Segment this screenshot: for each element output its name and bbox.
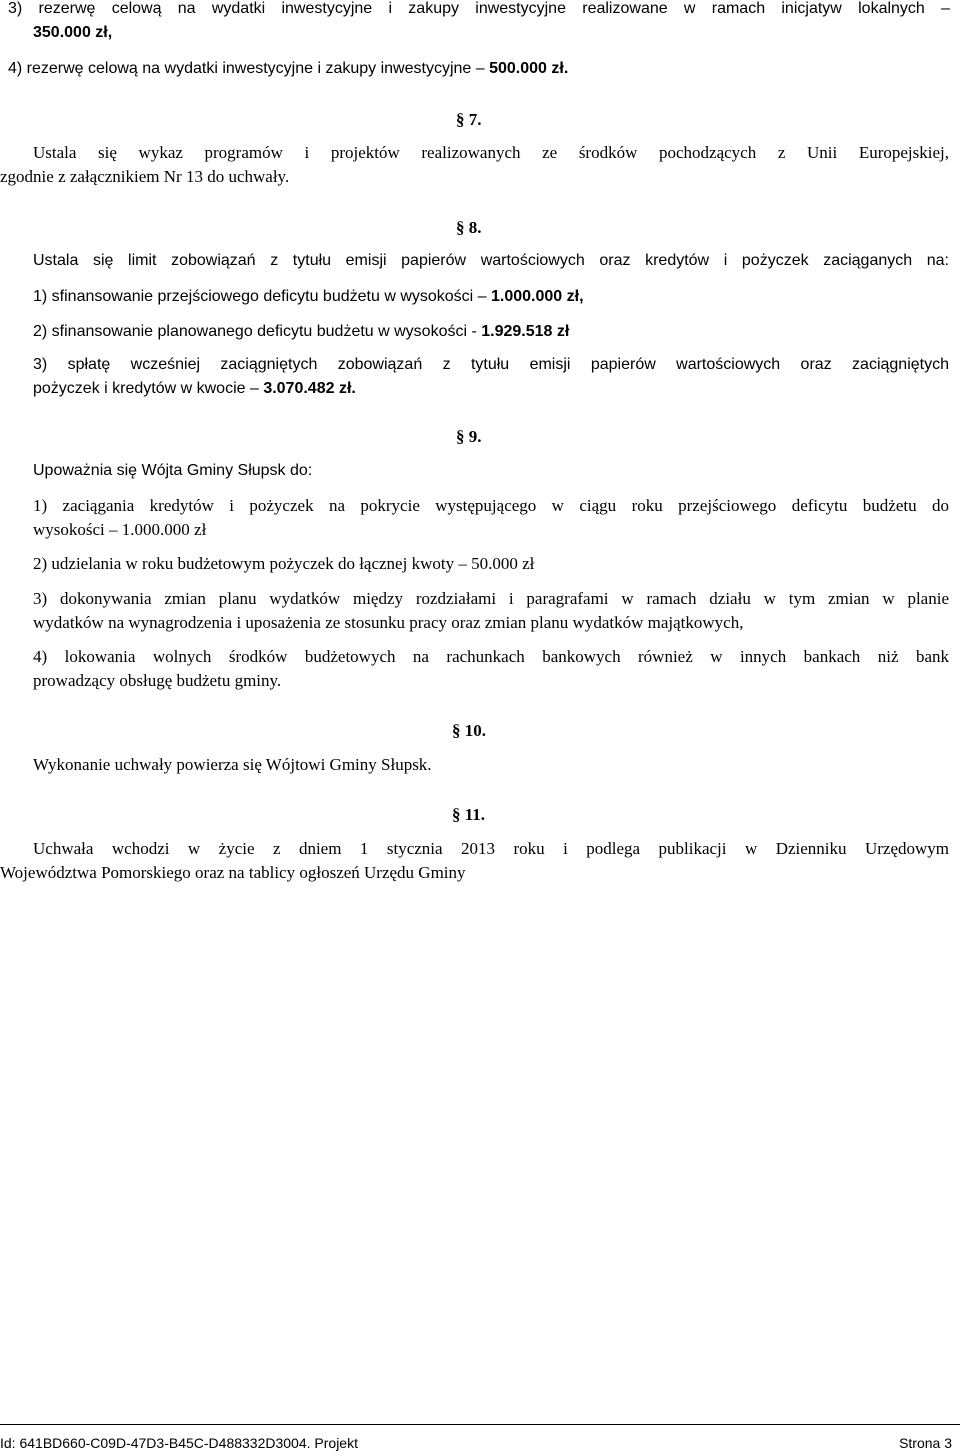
footer-document-id: Id: 641BD660-C09D-47D3-B45C-D488332D3004. Projekt [0,1435,358,1451]
s9-item4-line2: prowadzący obsługę budżetu gminy. [33,671,282,690]
s9-item4-line1: 4) lokowania wolnych środków budżetowych na rachunkach bankowych również w innych bankach niż bank [33,647,949,666]
s10-text: Wykonanie uchwały powierza się Wójtowi Gminy Słupsk. [33,755,432,774]
s11-text-line2: Województwa Pomorskiego oraz na tablicy ogłoszeń Urzędu Gminy [0,863,466,882]
s8-item1 [33,285,584,309]
footer-page-number: Strona 3 [899,1435,952,1451]
s8-item1-amount: 1.000.000 zł, [491,288,584,305]
s8-item3-amount: 3.070.482 zł. [263,380,356,397]
s11-text-line1: Uchwała wchodzi w życie z dniem 1 stycznia 2013 roku i podlega publikacji w Dzienniku Urzędowym [33,839,949,858]
s9-item2: 2) udzielania w roku budżetowym pożyczek do łącznej kwoty – 50.000 zł [33,554,535,573]
s8-item3-text: pożyczek i kredytów w kwocie – [33,380,264,397]
s6-item4-amount: 500.000 zł. [489,60,569,77]
s9-item3-line2: wydatków na wynagrodzenia i uposażenia ze stosunku pracy oraz zmian planu wydatków majątkowych, [33,613,744,632]
s8-intro: Ustala się limit zobowiązań z tytułu emisji papierów wartościowych oraz kredytów i pożyczek zaciąganych na: [33,252,949,269]
s8-item2-amount: 1.929.518 zł [481,323,570,340]
section-10-heading: § 10. [452,721,486,740]
section-7-heading: § 7. [456,110,482,129]
s8-item2 [33,320,569,344]
s8-item3-line1: 3) spłatę wcześniej zaciągniętych zobowiązań z tytułu emisji papierów wartościowych oraz zaciągniętych [33,356,949,373]
s8-item2-text: 2) sfinansowanie planowanego deficytu budżetu w wysokości - [33,323,482,340]
section-8-heading: § 8. [456,218,482,237]
section-11-heading: § 11. [452,805,486,824]
section-9-heading: § 9. [456,427,482,446]
s8-item3-line2 [33,377,356,401]
s9-item3-line1: 3) dokonywania zmian planu wydatków między rozdziałami i paragrafami w ramach działu w tym zmian w planie [33,589,949,608]
s7-text-line1: Ustala się wykaz programów i projektów realizowanych ze środków pochodzących z Unii Europejskiej, [33,143,949,162]
s6-item4-text: 4) rezerwę celową na wydatki inwestycyjne i zakupy inwestycyjne – [8,60,490,77]
s7-text-line2: zgodnie z załącznikiem Nr 13 do uchwały. [0,167,290,186]
footer-divider [0,1424,960,1425]
s9-intro: Upoważnia się Wójta Gminy Słupsk do: [33,462,313,479]
s6-item3-line2: 350.000 zł, [33,24,113,41]
s6-item4 [8,57,568,81]
s6-item3-line1: 3) rezerwę celową na wydatki inwestycyjne i zakupy inwestycyjne realizowane w ramach inicjatyw lokalnych – [8,0,950,17]
s8-item1-text: 1) sfinansowanie przejściowego deficytu budżetu w wysokości – [33,288,492,305]
s9-item1-line2: wysokości – 1.000.000 zł [33,520,207,539]
s9-item1-line1: 1) zaciągania kredytów i pożyczek na pokrycie występującego w ciągu roku przejściowego deficytu budżetu do [33,496,949,515]
